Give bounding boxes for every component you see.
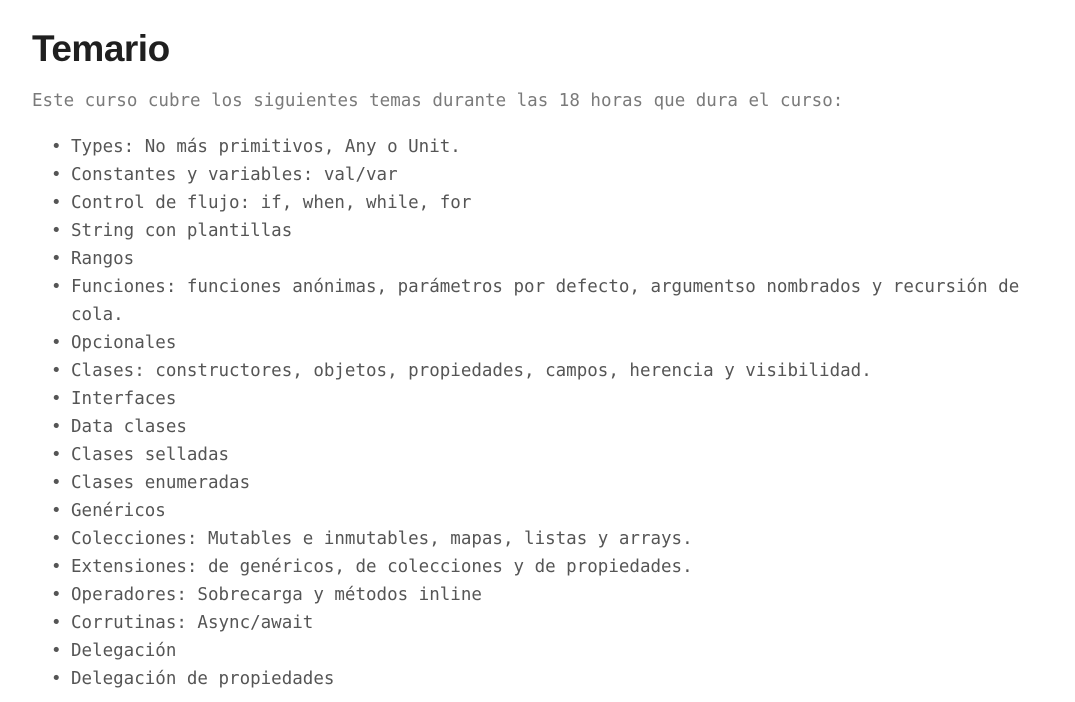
bullet-icon: • (51, 417, 62, 437)
list-item-text: Extensiones: de genéricos, de colecciones y de propiedades. (71, 557, 693, 577)
list-item-text: Clases: constructores, objetos, propiedades, campos, herencia y visibilidad. (71, 361, 872, 381)
list-item-text: Clases selladas (71, 445, 230, 465)
bullet-icon: • (51, 529, 62, 549)
topics-list (32, 133, 1052, 693)
bullet-icon: • (51, 249, 62, 269)
list-item (51, 441, 1052, 469)
list-item (51, 133, 1052, 161)
list-item-text: String con plantillas (71, 221, 293, 241)
list-item (51, 245, 1052, 273)
bullet-icon: • (51, 445, 62, 465)
list-item-text: Colecciones: Mutables e inmutables, mapas, listas y arrays. (71, 529, 693, 549)
bullet-icon: • (51, 585, 62, 605)
list-item (51, 469, 1052, 497)
list-item (51, 217, 1052, 245)
list-item-text: Interfaces (71, 389, 177, 409)
bullet-icon: • (51, 361, 62, 381)
bullet-icon: • (51, 389, 62, 409)
list-item-text: Opcionales (71, 333, 177, 353)
list-item-text: Constantes y variables: val/var (71, 165, 398, 185)
list-item (51, 189, 1052, 217)
list-item-text: Types: No más primitivos, Any o Unit. (71, 137, 461, 157)
list-item (51, 497, 1052, 525)
list-item (51, 273, 1052, 329)
page-title: Temario (32, 28, 170, 69)
list-item (51, 637, 1052, 665)
syllabus-section (32, 24, 1052, 693)
list-item (51, 385, 1052, 413)
bullet-icon: • (51, 221, 62, 241)
bullet-icon: • (51, 473, 62, 493)
intro-paragraph: Este curso cubre los siguientes temas durante las 18 horas que dura el curso: (32, 91, 844, 111)
list-item-text: Operadores: Sobrecarga y métodos inline (71, 585, 482, 605)
list-item-text: Control de flujo: if, when, while, for (71, 193, 472, 213)
bullet-icon: • (51, 277, 62, 297)
list-item (51, 581, 1052, 609)
list-item-text: Funciones: funciones anónimas, parámetros por defecto, argumentso nombrados y recursión de cola. (71, 277, 1020, 325)
bullet-icon: • (51, 641, 62, 661)
bullet-icon: • (51, 333, 62, 353)
bullet-icon: • (51, 613, 62, 633)
bullet-icon: • (51, 669, 62, 689)
bullet-icon: • (51, 137, 62, 157)
list-item-text: Corrutinas: Async/await (71, 613, 314, 633)
list-item-text: Delegación (71, 641, 177, 661)
list-item (51, 161, 1052, 189)
list-item (51, 609, 1052, 637)
bullet-icon: • (51, 557, 62, 577)
bullet-icon: • (51, 501, 62, 521)
list-item-text: Clases enumeradas (71, 473, 251, 493)
list-item (51, 357, 1052, 385)
bullet-icon: • (51, 165, 62, 185)
list-item-text: Delegación de propiedades (71, 669, 335, 689)
list-item (51, 553, 1052, 581)
list-item (51, 329, 1052, 357)
list-item-text: Genéricos (71, 501, 166, 521)
list-item-text: Data clases (71, 417, 187, 437)
bullet-icon: • (51, 193, 62, 213)
list-item (51, 413, 1052, 441)
list-item (51, 525, 1052, 553)
list-item (51, 665, 1052, 693)
list-item-text: Rangos (71, 249, 135, 269)
